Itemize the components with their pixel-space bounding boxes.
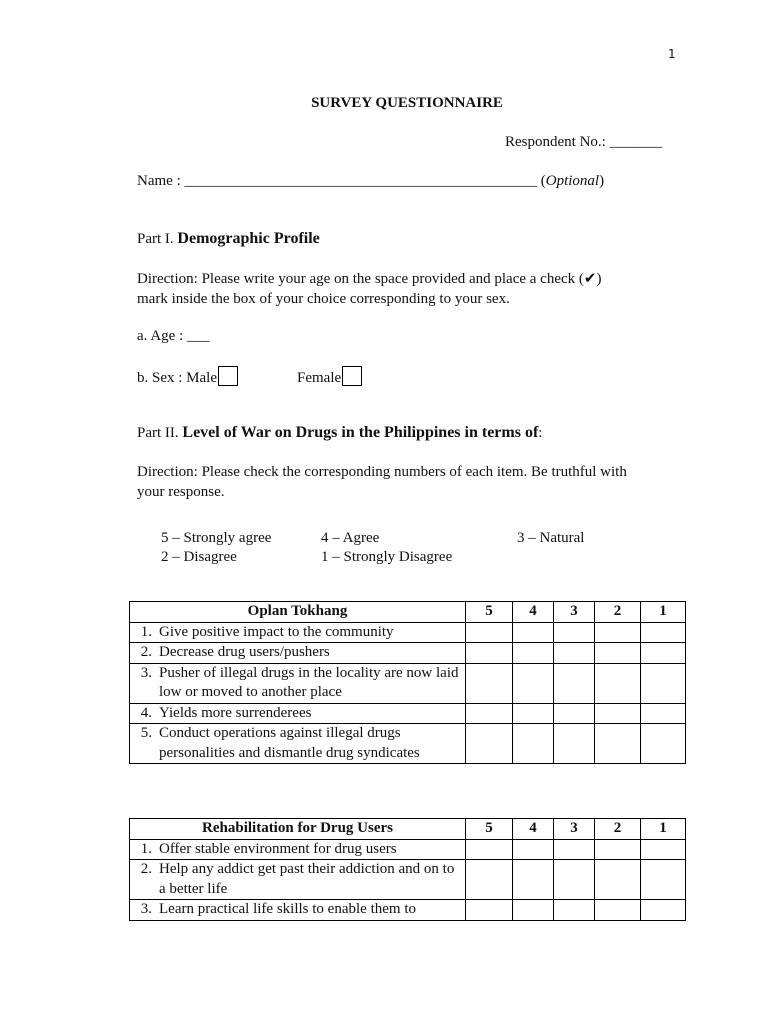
rating-cell-3[interactable] bbox=[554, 622, 595, 643]
rating-cell-1[interactable] bbox=[641, 703, 686, 724]
rating-cell-2[interactable] bbox=[595, 703, 641, 724]
item-number: 1. bbox=[140, 623, 152, 640]
rating-cell-3[interactable] bbox=[554, 724, 595, 764]
table-header-row bbox=[130, 819, 686, 840]
rating-cell-4[interactable] bbox=[513, 703, 554, 724]
rating-cell-2[interactable] bbox=[595, 643, 641, 664]
rating-cell-1[interactable] bbox=[641, 839, 686, 860]
female-checkbox[interactable] bbox=[342, 366, 362, 386]
part2-direction bbox=[137, 462, 627, 502]
rating-cell-2[interactable] bbox=[595, 724, 641, 764]
optional-note: Optional bbox=[545, 173, 600, 189]
scale-5: 5 – Strongly agree bbox=[161, 530, 272, 546]
rating-cell-1[interactable] bbox=[641, 663, 686, 703]
item-number: 2. bbox=[140, 644, 152, 660]
part1-direction-line1: Direction: Please write your age on the space provided and place a check (✔) bbox=[137, 271, 602, 287]
item-number: 3. bbox=[140, 664, 152, 681]
part2-prefix: Part II. bbox=[137, 425, 183, 441]
rating-cell-5[interactable] bbox=[466, 663, 513, 703]
male-label: b. Sex : Male bbox=[137, 370, 217, 386]
rating-cell-3[interactable] bbox=[554, 703, 595, 724]
part2-heading bbox=[137, 424, 542, 442]
col-2-header: 2 bbox=[595, 819, 641, 840]
item-text: Help any addict get past their addiction and on to a better life bbox=[159, 861, 455, 897]
item-cell bbox=[130, 724, 466, 764]
table-heading: Rehabilitation for Drug Users bbox=[130, 819, 466, 840]
item-cell bbox=[130, 900, 466, 921]
rating-cell-1[interactable] bbox=[641, 622, 686, 643]
col-4-header: 4 bbox=[513, 602, 554, 623]
table-row bbox=[130, 724, 686, 764]
rating-cell-3[interactable] bbox=[554, 900, 595, 921]
scale-2: 2 – Disagree bbox=[161, 549, 237, 565]
item-cell bbox=[130, 622, 466, 643]
page-title: SURVEY QUESTIONNAIRE bbox=[311, 95, 503, 111]
col-4-header: 4 bbox=[513, 819, 554, 840]
rating-cell-5[interactable] bbox=[466, 839, 513, 860]
table-row bbox=[130, 622, 686, 643]
part2-title: Level of War on Drugs in the Philippines in terms of bbox=[182, 424, 539, 441]
part1-direction bbox=[137, 269, 601, 309]
item-text: Decrease drug users/pushers bbox=[159, 644, 330, 660]
table-row bbox=[130, 839, 686, 860]
item-cell bbox=[130, 703, 466, 724]
part2-direction-line1: Direction: Please check the corresponding numbers of each item. Be truthful with bbox=[137, 464, 627, 480]
part2-direction-line2: your response. bbox=[137, 484, 225, 500]
rating-cell-2[interactable] bbox=[595, 663, 641, 703]
item-text: Pusher of illegal drugs in the locality are now laid low or moved to another place bbox=[159, 664, 459, 700]
rating-cell-2[interactable] bbox=[595, 839, 641, 860]
part1-title: Demographic Profile bbox=[177, 230, 320, 247]
rating-cell-4[interactable] bbox=[513, 622, 554, 643]
part1-heading bbox=[137, 230, 320, 248]
rating-cell-5[interactable] bbox=[466, 703, 513, 724]
rating-cell-5[interactable] bbox=[466, 622, 513, 643]
rating-cell-1[interactable] bbox=[641, 900, 686, 921]
scale-3: 3 – Natural bbox=[517, 530, 585, 546]
item-number: 4. bbox=[140, 704, 152, 721]
item-number: 2. bbox=[140, 861, 152, 877]
table-heading: Oplan Tokhang bbox=[130, 602, 466, 623]
rating-cell-3[interactable] bbox=[554, 643, 595, 664]
rating-cell-4[interactable] bbox=[513, 900, 554, 921]
rating-cell-4[interactable] bbox=[513, 724, 554, 764]
rating-cell-3[interactable] bbox=[554, 839, 595, 860]
table-row bbox=[130, 900, 686, 921]
rating-cell-4[interactable] bbox=[513, 839, 554, 860]
rating-cell-1[interactable] bbox=[641, 860, 686, 900]
item-text: Give positive impact to the community bbox=[159, 623, 394, 640]
item-text: Conduct operations against illegal drugs personalities and dismantle drug syndicates bbox=[159, 725, 420, 761]
name-label: Name : _______________________________________________ ( bbox=[137, 173, 546, 189]
col-5-header: 5 bbox=[466, 602, 513, 623]
col-1-header: 1 bbox=[641, 602, 686, 623]
male-checkbox[interactable] bbox=[218, 366, 238, 386]
item-number: 5. bbox=[140, 725, 152, 741]
rehabilitation-table bbox=[129, 818, 686, 921]
rating-cell-2[interactable] bbox=[595, 900, 641, 921]
part2-suffix: : bbox=[538, 425, 543, 441]
part1-direction-line2: mark inside the box of your choice corresponding to your sex. bbox=[137, 291, 510, 307]
item-cell bbox=[130, 643, 466, 664]
oplan-tokhang-table bbox=[129, 601, 686, 764]
rating-cell-5[interactable] bbox=[466, 724, 513, 764]
rating-cell-5[interactable] bbox=[466, 900, 513, 921]
col-2-header: 2 bbox=[595, 602, 641, 623]
rating-cell-2[interactable] bbox=[595, 622, 641, 643]
item-number: 3. bbox=[140, 901, 152, 917]
rating-cell-3[interactable] bbox=[554, 663, 595, 703]
item-text: Learn practical life skills to enable them to bbox=[159, 901, 416, 917]
rating-cell-1[interactable] bbox=[641, 643, 686, 664]
table-row bbox=[130, 860, 686, 900]
rating-cell-5[interactable] bbox=[466, 860, 513, 900]
item-cell bbox=[130, 839, 466, 860]
page-number: 1 bbox=[668, 47, 676, 61]
item-number: 1. bbox=[140, 840, 152, 857]
female-label: Female bbox=[297, 370, 342, 386]
item-cell bbox=[130, 663, 466, 703]
col-3-header: 3 bbox=[554, 819, 595, 840]
item-text: Yields more surrenderees bbox=[159, 704, 312, 721]
respondent-number-field: Respondent No.: _______ bbox=[505, 134, 663, 150]
rating-cell-1[interactable] bbox=[641, 724, 686, 764]
sex-male-option bbox=[137, 366, 238, 387]
name-field bbox=[137, 173, 604, 190]
rating-cell-5[interactable] bbox=[466, 643, 513, 664]
rating-cell-4[interactable] bbox=[513, 663, 554, 703]
table-header-row bbox=[130, 602, 686, 623]
item-text: Offer stable environment for drug users bbox=[159, 840, 397, 857]
part1-prefix: Part I. bbox=[137, 231, 178, 247]
col-3-header: 3 bbox=[554, 602, 595, 623]
scale-1: 1 – Strongly Disagree bbox=[321, 549, 453, 565]
item-cell bbox=[130, 860, 466, 900]
col-5-header: 5 bbox=[466, 819, 513, 840]
name-close: ) bbox=[599, 173, 605, 189]
rating-cell-4[interactable] bbox=[513, 643, 554, 664]
age-field: a. Age : ___ bbox=[137, 328, 210, 344]
rating-cell-4[interactable] bbox=[513, 860, 554, 900]
sex-female-option bbox=[297, 366, 362, 387]
rating-cell-2[interactable] bbox=[595, 860, 641, 900]
table-row bbox=[130, 703, 686, 724]
table-row bbox=[130, 663, 686, 703]
scale-4: 4 – Agree bbox=[321, 530, 380, 546]
col-1-header: 1 bbox=[641, 819, 686, 840]
rating-cell-3[interactable] bbox=[554, 860, 595, 900]
table-row bbox=[130, 643, 686, 664]
